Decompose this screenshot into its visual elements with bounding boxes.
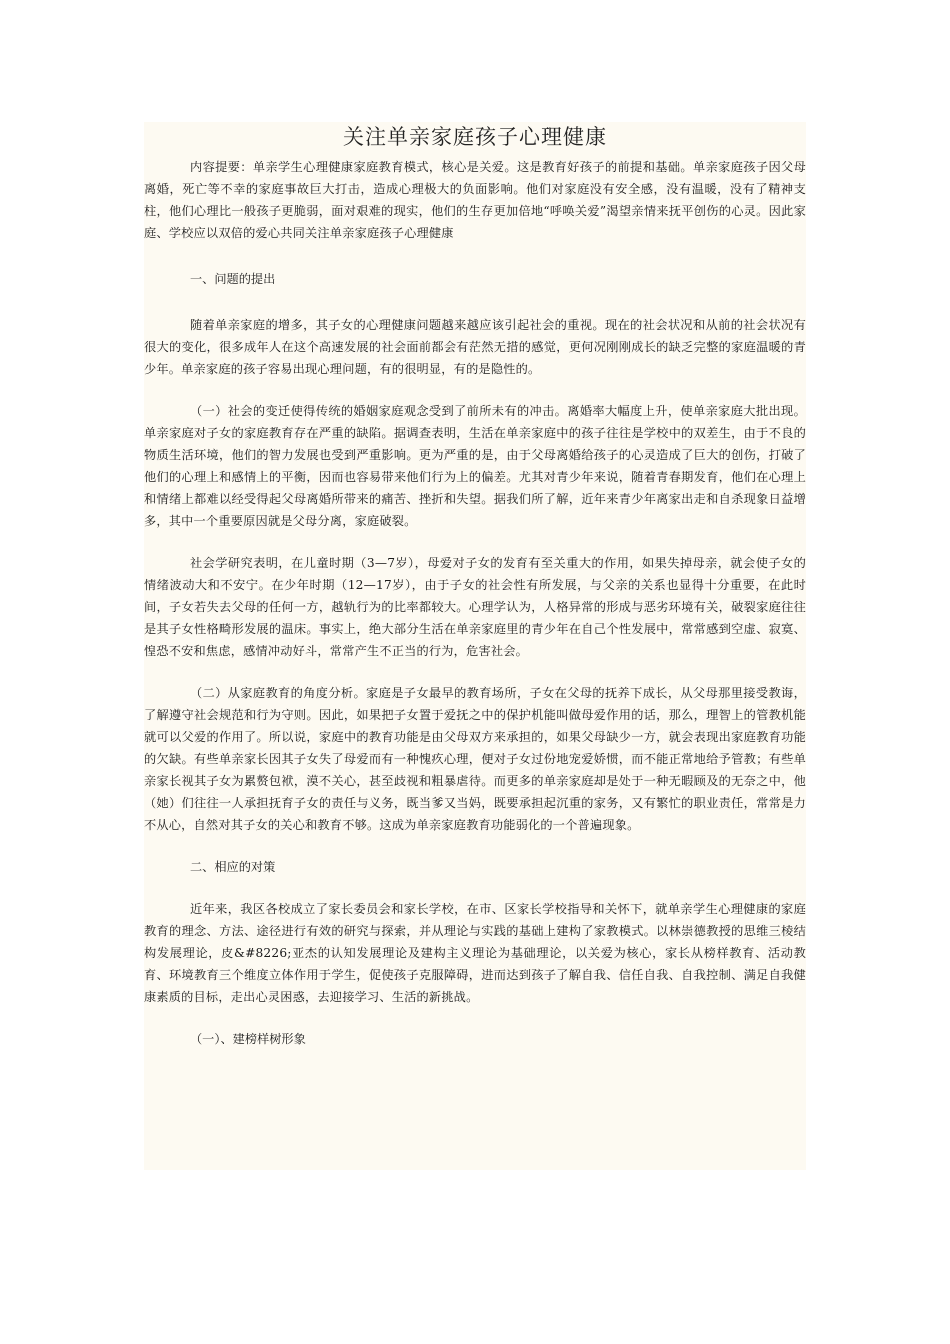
- spacer: [144, 290, 806, 310]
- spacer: [144, 1008, 806, 1028]
- spacer: [144, 878, 806, 898]
- paragraph-countermeasures: 近年来，我区各校成立了家长委员会和家长学校，在市、区家长学校指导和关怀下，就单亲学生心理健康的家庭教育的理念、方法、途径进行有效的研究与探索，并从理论与实践的基础上建构了家教模式。以林崇德教授的思维三棱结构发展理论，皮&#8226;亚杰的认知发展理论及建构主义理论为基础理论，以关爱为核心，家长从榜样教育、活动教育、环境教育三个维度立体作用于学生，促使孩子克服障碍，进而达到孩子了解自我、信任自我、自我控制、满足自我健康素质的目标，走出心灵困惑，去迎接学习、生活的新挑战。: [144, 902, 806, 1004]
- article-body: [144, 122, 806, 1170]
- paragraph-family-education: （二）从家庭教育的角度分析。家庭是子女最早的教育场所，子女在父母的抚养下成长，从父母那里接受教诲，了解遵守社会规范和行为守则。因此，如果把子女置于爱抚之中的保护机能叫做母爱作用的话，那么，理智上的管教机能就可以父爱的作用了。所以说，家庭中的教育功能是由父母双方来承担的，如果父母缺少一方，就会表现出家庭教育功能的欠缺。有些单亲家长因其子女失了母爱而有一种愧疚心理，便对子女过份地宠爱娇惯，而不能正常地给予管教；有些单亲家长视其子女为累赘包袱，漠不关心，甚至歧视和粗暴虐待。而更多的单亲家庭却是处于一种无暇顾及的无奈之中，他（她）们往往一人承担抚育子女的责任与义务，既当爹又当妈，既要承担起沉重的家务，又有繁忙的职业责任，常常是力不从心，自然对其子女的关心和教育不够。这成为单亲家庭教育功能弱化的一个普遍现象。: [144, 686, 806, 832]
- spacer: [144, 532, 806, 552]
- section-heading-1: 一、问题的提出: [190, 272, 276, 286]
- spacer: [144, 380, 806, 400]
- spacer: [144, 662, 806, 682]
- spacer: [144, 244, 806, 264]
- paragraph-sociology: 社会学研究表明，在儿童时期（3—7岁），母爱对子女的发育有至关重大的作用，如果失掉母亲，就会使子女的情绪波动大和不安宁。在少年时期（12—17岁），由于子女的社会性有所发展，与父亲的关系也显得十分重要，在此时间，子女若失去父母的任何一方，越轨行为的比率都较大。心理学认为，人格异常的形成与恶劣环境有关，破裂家庭往往是其子女性格畸形发展的温床。事实上，绝大部分生活在单亲家庭里的青少年在自己个性发展中，常常感到空虚、寂寞、惶恐不安和焦虑，感情冲动好斗，常常产生不正当的行为，危害社会。: [144, 556, 806, 658]
- subsection-heading-1: （一）、建榜样树形象: [190, 1032, 306, 1046]
- section-heading-2: 二、相应的对策: [190, 860, 276, 874]
- paragraph-social-change: （一）社会的变迁使得传统的婚姻家庭观念受到了前所未有的冲击。离婚率大幅度上升，使单亲家庭大批出现。单亲家庭对子女的家庭教育存在严重的缺陷。据调查表明，生活在单亲家庭中的孩子往往是学校中的双差生，由于不良的物质生活环境，他们的智力发展也受到严重影响。更为严重的是，由于父母离婚给孩子的心灵造成了巨大的创伤，打破了他们的心理上和感情上的平衡，因而也容易带来他们行为上的偏差。尤其对青少年来说，随着青春期发育，他们在心理上和情绪上都难以经受得起父母离婚所带来的痛苦、挫折和失望。据我们所了解，近年来青少年离家出走和自杀现象日益增多，其中一个重要原因就是父母分离，家庭破裂。: [144, 404, 806, 528]
- paragraph-intro: 随着单亲家庭的增多，其子女的心理健康问题越来越应该引起社会的重视。现在的社会状况和从前的社会状况有很大的变化，很多成年人在这个高速发展的社会面前都会有茫然无措的感觉，更何况刚刚成长的缺乏完整的家庭温暖的青少年。单亲家庭的孩子容易出现心理问题，有的很明显，有的是隐性的。: [144, 318, 806, 376]
- spacer: [144, 836, 806, 856]
- document-title: 关注单亲家庭孩子心理健康: [343, 125, 607, 149]
- abstract-paragraph: 内容提要：单亲学生心理健康家庭教育模式，核心是关爱。这是教育好孩子的前提和基础。单亲家庭孩子因父母离婚，死亡等不幸的家庭事故巨大打击，造成心理极大的负面影响。他们对家庭没有安全感，没有温暖，没有了精神支柱，他们心理比一般孩子更脆弱，面对艰难的现实，他们的生存更加倍地“呼唤关爱”渴望亲情来抚平创伤的心灵。因此家庭、学校应以双倍的爱心共同关注单亲家庭孩子心理健康: [144, 160, 806, 240]
